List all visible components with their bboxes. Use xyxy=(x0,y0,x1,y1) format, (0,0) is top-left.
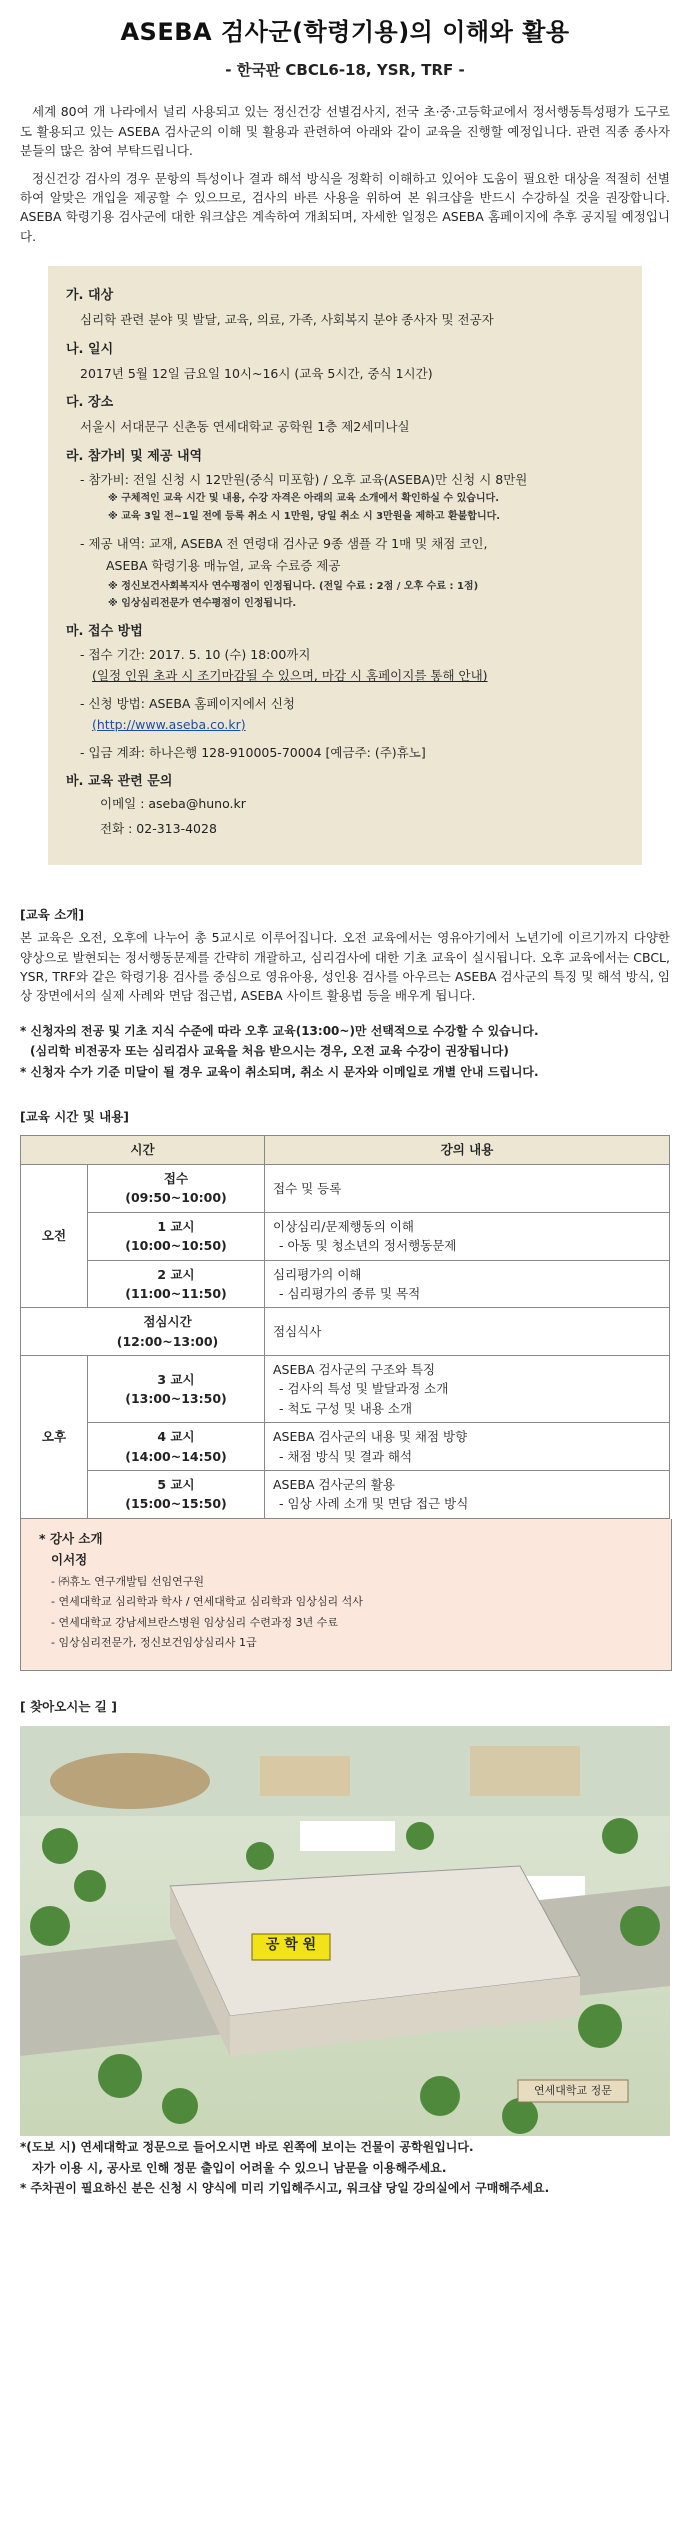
instructor-box xyxy=(20,1519,672,1671)
session-clock: (15:00~15:50) xyxy=(125,1496,227,1512)
map-title: [ 찾아오시는 길 ] xyxy=(20,1698,117,1714)
content-line: - 채점 방식 및 결과 해석 xyxy=(279,1448,413,1464)
instructor-resume-item: - 연세대학교 심리학과 학사 / 연세대학교 심리학과 임상심리 석사 xyxy=(51,1595,363,1609)
course-note: (심리학 비전공자 또는 심리검사 교육을 처음 받으시는 경우, 오전 교육 수강이 권장됩니다) xyxy=(30,1044,509,1059)
page-subtitle: - 한국판 CBCL6-18, YSR, TRF - xyxy=(225,61,465,80)
session-name: 1 교시 xyxy=(157,1218,195,1234)
session-clock: (14:00~14:50) xyxy=(125,1448,227,1464)
session-time xyxy=(88,1470,265,1518)
content-line: 접수 및 등록 xyxy=(273,1180,342,1196)
course-title: [교육 소개] xyxy=(20,906,85,922)
table-row xyxy=(21,1356,670,1423)
map-notes xyxy=(20,2138,670,2198)
map-note: * 주차권이 필요하신 분은 신청 시 양식에 미리 기입해주시고, 워크샵 당일 강의실에서 구매해주세요. xyxy=(20,2181,550,2196)
content-line: ASEBA 검사군의 구조와 특징 xyxy=(273,1362,436,1378)
session-time xyxy=(21,1308,265,1356)
date-text: 2017년 5월 12일 금요일 10시~16시 (교육 5시간, 중식 1시간) xyxy=(80,365,433,381)
instructor-name: 이서정 xyxy=(51,1552,88,1568)
session-time xyxy=(88,1212,265,1260)
content-line: - 임상 사례 소개 및 면담 접근 방식 xyxy=(279,1496,469,1512)
content-line: 이상심리/문제행동의 이해 xyxy=(273,1218,415,1234)
bank-account: - 입금 계좌: 하나은행 128-910005-70004 [예금주: (주)휴노] xyxy=(80,744,426,760)
table-row xyxy=(21,1212,670,1260)
place-title: 다. 장소 xyxy=(66,395,114,411)
table-row xyxy=(21,1423,670,1471)
table-row xyxy=(21,1470,670,1518)
session-time xyxy=(88,1423,265,1471)
session-content xyxy=(265,1308,670,1356)
map-note: 자가 이용 시, 공사로 인해 정문 출입이 어려울 수 있으니 남문을 이용해주세요. xyxy=(32,2160,447,2175)
map-note: *(도보 시) 연세대학교 정문으로 들어오시면 바로 왼쪽에 보이는 건물이 공학원입니다. xyxy=(20,2140,474,2154)
instructor-title: * 강사 소개 xyxy=(39,1530,103,1546)
course-notes xyxy=(20,1022,670,1082)
place-text: 서울시 서대문구 신촌동 연세대학교 공학원 1층 제2세미나실 xyxy=(80,419,410,435)
session-name: 접수 xyxy=(163,1170,189,1186)
building-label: 공 학 원 xyxy=(265,1937,317,1953)
course-note: * 신청자의 전공 및 기초 지식 수준에 따라 오후 교육(13:00~)만 선택적으로 수강할 수 있습니다. xyxy=(20,1023,539,1038)
session-name: 2 교시 xyxy=(157,1266,195,1282)
session-content xyxy=(265,1164,670,1212)
column-header-time: 시간 xyxy=(21,1135,265,1164)
session-time xyxy=(88,1164,265,1212)
table-row xyxy=(21,1164,670,1212)
provide-text: - 제공 내역: 교재, ASEBA 전 연령대 검사군 9종 샘플 각 1매 및 채점 코인, xyxy=(80,536,488,552)
content-line: - 검사의 특성 및 발달과정 소개 xyxy=(279,1381,449,1397)
target-title: 가. 대상 xyxy=(66,288,114,304)
fee-title: 라. 참가비 및 제공 내역 xyxy=(66,448,203,464)
session-content xyxy=(265,1356,670,1423)
content-line: ASEBA 검사군의 내용 및 채점 방향 xyxy=(273,1429,468,1445)
column-header-content: 강의 내용 xyxy=(265,1135,670,1164)
apply-method: - 신청 방법: ASEBA 홈페이지에서 신청 xyxy=(80,695,295,711)
content-line: 점심식사 xyxy=(273,1324,322,1339)
aseba-homepage-link[interactable]: (http://www.aseba.co.kr) xyxy=(92,717,246,733)
contact-title: 바. 교육 관련 문의 xyxy=(66,773,173,789)
fee-text: - 참가비: 전일 신청 시 12만원(중식 미포함) / 오후 교육(ASEBA)만 신청 시 8만원 xyxy=(80,471,528,487)
schedule-title: [교육 시간 및 내용] xyxy=(20,1109,130,1125)
content-line: - 아동 및 청소년의 정서행동문제 xyxy=(279,1238,457,1254)
campus-map-image xyxy=(20,1726,670,2136)
provide-note: ※ 임상심리전문가 연수평점이 인정됩니다. xyxy=(108,598,297,610)
instructor-resume-item: - ㈜휴노 연구개발팀 선임연구원 xyxy=(51,1575,204,1589)
provide-note: ※ 정신보건사회복지사 연수평점이 인정됩니다. (전일 수료 : 2점 / 오후 수료 : 1점) xyxy=(108,580,479,592)
gate-label: 연세대학교 정문 xyxy=(534,2084,612,2097)
period-pm: 오후 xyxy=(21,1356,88,1519)
fee-note: ※ 구체적인 교육 시간 및 내용, 수강 자격은 아래의 교육 소개에서 확인하실 수 있습니다. xyxy=(108,493,500,505)
session-clock: (13:00~13:50) xyxy=(125,1391,227,1407)
apply-period-note: (일정 인원 초과 시 조기마감될 수 있으며, 마감 시 홈페이지를 통해 안내) xyxy=(92,668,488,684)
content-line: - 심리평가의 종류 및 목적 xyxy=(279,1285,421,1301)
session-name: 4 교시 xyxy=(157,1429,195,1445)
table-row xyxy=(21,1260,670,1308)
intro-paragraph: 정신건강 검사의 경우 문항의 특성이나 결과 해석 방식을 정확히 이해하고 있어야 도움이 필요한 대상을 적절히 선별하여 알맞은 개입을 제공할 수 있으므로, 검사의 바른 사용을 위하여 본 워크샵을 반드시 수강하실 것을 권장합니다. ASEBA 학령기용 검사군에 대한 워크샵은 계속하여 개최되며, 자세한 일정은 ASEBA 홈페이지에 추후 공지될 예정입니다. xyxy=(20,170,670,244)
session-clock: (11:00~11:50) xyxy=(125,1285,227,1301)
session-clock: (12:00~13:00) xyxy=(116,1333,219,1349)
apply-title: 마. 접수 방법 xyxy=(66,623,143,639)
provide-cont: ASEBA 학령기용 매뉴얼, 교육 수료증 제공 xyxy=(106,557,341,573)
session-name: 5 교시 xyxy=(157,1476,195,1492)
date-title: 나. 일시 xyxy=(66,341,114,357)
instructor-resume-item: - 임상심리전문가, 정신보건임상심리사 1급 xyxy=(51,1635,257,1649)
schedule-table xyxy=(20,1135,670,1519)
content-line: 심리평가의 이해 xyxy=(273,1266,362,1282)
session-content xyxy=(265,1423,670,1471)
session-content xyxy=(265,1212,670,1260)
course-body: 본 교육은 오전, 오후에 나누어 총 5교시로 이루어집니다. 오전 교육에서는 영유아기에서 노년기에 이르기까지 다양한 양상으로 발현되는 정서행동문제를 간략히 개괄하고, 심리검사에 대한 기초 교육이 실시됩니다. 오후 교육에서는 CBCL, YSR, TRF와 같은 학령기용 검사를 중심으로 영유아용, 성인용 검사를 아우르는 ASEBA 검사군의 특징 및 해석 방식, 임상 장면에서의 실제 사례와 면담 접근법, ASEBA 사이트 활용법 등을 배우게 됩니다. xyxy=(20,930,670,1004)
intro xyxy=(20,102,670,246)
period-am: 오전 xyxy=(21,1164,88,1308)
info-box xyxy=(48,266,642,865)
session-content xyxy=(265,1470,670,1518)
table-row xyxy=(21,1308,670,1356)
session-time xyxy=(88,1356,265,1423)
content-line: ASEBA 검사군의 활용 xyxy=(273,1476,395,1492)
session-name: 점심시간 xyxy=(143,1314,192,1330)
session-time xyxy=(88,1260,265,1308)
intro-paragraph: 세계 80여 개 나라에서 널리 사용되고 있는 정신건강 선별검사지, 전국 초·중·고등학교에서 정서행동특성평가 도구로도 활용되고 있는 ASEBA 검사군의 이해 및 활용과 관련하여 아래와 같이 교육을 진행할 예정입니다. 관련 직종 종사자 분들의 많은 참여 부탁드립니다. xyxy=(20,104,670,159)
instructor-resume-item: - 연세대학교 강남세브란스병원 임상심리 수련과정 3년 수료 xyxy=(51,1615,338,1629)
page-title: ASEBA 검사군(학령기용)의 이해와 활용 xyxy=(120,18,570,46)
session-clock: (09:50~10:00) xyxy=(125,1190,227,1206)
session-clock: (10:00~10:50) xyxy=(125,1238,227,1254)
fee-note: ※ 교육 3일 전~1일 전에 등록 취소 시 1만원, 당일 취소 시 3만원을 제하고 환불합니다. xyxy=(108,510,501,522)
contact-email[interactable]: 이메일 : aseba@huno.kr xyxy=(100,796,246,812)
campus-illustration xyxy=(20,1726,670,2136)
target-text: 심리학 관련 분야 및 발달, 교육, 의료, 가족, 사회복지 분야 종사자 및 전공자 xyxy=(80,312,494,328)
course-note: * 신청자 수가 기준 미달이 될 경우 교육이 취소되며, 취소 시 문자와 이메일로 개별 안내 드립니다. xyxy=(20,1064,539,1079)
content-line: - 척도 구성 및 내용 소개 xyxy=(279,1400,413,1416)
session-name: 3 교시 xyxy=(157,1371,195,1387)
session-content xyxy=(265,1260,670,1308)
apply-period: - 접수 기간: 2017. 5. 10 (수) 18:00까지 xyxy=(80,647,311,663)
contact-phone: 전화 : 02-313-4028 xyxy=(100,821,217,837)
